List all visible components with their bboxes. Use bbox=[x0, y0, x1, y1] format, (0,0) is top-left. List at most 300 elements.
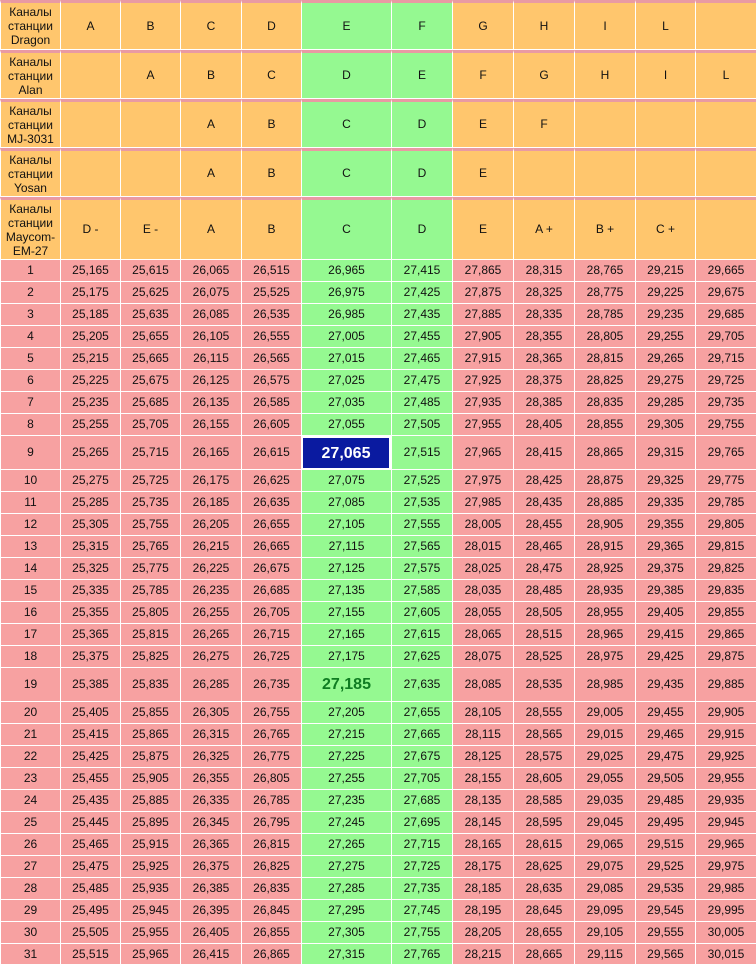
frequency-cell: 27,555 bbox=[391, 514, 452, 536]
frequency-cell: 25,615 bbox=[120, 260, 180, 282]
frequency-cell: 27,175 bbox=[301, 646, 391, 668]
frequency-cell: 26,805 bbox=[241, 768, 301, 790]
frequency-cell: 25,635 bbox=[120, 304, 180, 326]
frequency-cell: 28,975 bbox=[574, 646, 635, 668]
frequency-cell: 27,285 bbox=[301, 878, 391, 900]
frequency-cell: 28,055 bbox=[452, 602, 513, 624]
channel-number: 17 bbox=[0, 624, 60, 646]
frequency-cell: 27,505 bbox=[391, 414, 452, 436]
frequency-cell: 29,935 bbox=[695, 790, 756, 812]
frequency-cell: 26,205 bbox=[180, 514, 241, 536]
frequency-cell: 28,455 bbox=[513, 514, 574, 536]
frequency-cell: 28,075 bbox=[452, 646, 513, 668]
station-label: Каналы станции Alan bbox=[0, 50, 60, 99]
frequency-cell: 29,365 bbox=[635, 536, 695, 558]
frequency-cell: 26,575 bbox=[241, 370, 301, 392]
station-channel-letter: B bbox=[241, 197, 301, 260]
frequency-cell: 26,235 bbox=[180, 580, 241, 602]
frequency-cell: 29,535 bbox=[635, 878, 695, 900]
frequency-cell: 27,575 bbox=[391, 558, 452, 580]
frequency-cell: 27,565 bbox=[391, 536, 452, 558]
frequency-cell: 28,575 bbox=[513, 746, 574, 768]
station-channel-letter bbox=[120, 99, 180, 148]
frequency-cell: 29,785 bbox=[695, 492, 756, 514]
station-channel-letter: G bbox=[452, 0, 513, 50]
frequency-cell: 26,315 bbox=[180, 724, 241, 746]
station-channel-letter bbox=[695, 197, 756, 260]
frequency-cell: 25,725 bbox=[120, 470, 180, 492]
frequency-cell: 29,955 bbox=[695, 768, 756, 790]
station-channel-letter: E bbox=[391, 50, 452, 99]
frequency-cell: 29,735 bbox=[695, 392, 756, 414]
station-channel-letter bbox=[120, 148, 180, 197]
frequency-cell: 27,485 bbox=[391, 392, 452, 414]
station-channel-letter: F bbox=[513, 99, 574, 148]
frequency-cell: 25,925 bbox=[120, 856, 180, 878]
frequency-cell: 27,035 bbox=[301, 392, 391, 414]
frequency-cell: 25,765 bbox=[120, 536, 180, 558]
frequency-cell: 28,105 bbox=[452, 702, 513, 724]
frequency-cell: 28,115 bbox=[452, 724, 513, 746]
frequency-cell: 26,515 bbox=[241, 260, 301, 282]
frequency-cell: 29,315 bbox=[635, 436, 695, 470]
frequency-cell: 29,675 bbox=[695, 282, 756, 304]
frequency-cell: 28,005 bbox=[452, 514, 513, 536]
frequency-cell: 29,995 bbox=[695, 900, 756, 922]
frequency-cell: 25,475 bbox=[60, 856, 120, 878]
frequency-cell: 27,295 bbox=[301, 900, 391, 922]
station-channel-letter bbox=[695, 0, 756, 50]
station-channel-letter: D bbox=[301, 50, 391, 99]
frequency-cell: 25,185 bbox=[60, 304, 120, 326]
frequency-cell: 28,385 bbox=[513, 392, 574, 414]
frequency-cell: 28,855 bbox=[574, 414, 635, 436]
frequency-cell: 28,955 bbox=[574, 602, 635, 624]
frequency-cell: 27,615 bbox=[391, 624, 452, 646]
frequency-cell: 28,835 bbox=[574, 392, 635, 414]
frequency-cell: 29,435 bbox=[635, 668, 695, 702]
frequency-cell: 28,485 bbox=[513, 580, 574, 602]
frequency-cell: 29,915 bbox=[695, 724, 756, 746]
frequency-cell: 25,385 bbox=[60, 668, 120, 702]
frequency-cell: 28,415 bbox=[513, 436, 574, 470]
frequency-cell: 29,235 bbox=[635, 304, 695, 326]
frequency-cell: 28,405 bbox=[513, 414, 574, 436]
frequency-cell: 29,685 bbox=[695, 304, 756, 326]
frequency-cell: 26,335 bbox=[180, 790, 241, 812]
frequency-cell: 28,425 bbox=[513, 470, 574, 492]
channel-number: 16 bbox=[0, 602, 60, 624]
frequency-cell: 26,975 bbox=[301, 282, 391, 304]
station-channel-letter: B bbox=[120, 0, 180, 50]
frequency-cell: 27,745 bbox=[391, 900, 452, 922]
frequency-cell: 26,305 bbox=[180, 702, 241, 724]
station-label: Каналы станции Maycom-EM-27 bbox=[0, 197, 60, 260]
frequency-cell: 28,215 bbox=[452, 944, 513, 965]
frequency-cell: 26,065 bbox=[180, 260, 241, 282]
frequency-cell: 27,765 bbox=[391, 944, 452, 965]
frequency-cell: 25,905 bbox=[120, 768, 180, 790]
frequency-cell: 25,945 bbox=[120, 900, 180, 922]
frequency-cell: 27,905 bbox=[452, 326, 513, 348]
frequency-cell: 26,185 bbox=[180, 492, 241, 514]
frequency-cell: 27,235 bbox=[301, 790, 391, 812]
frequency-cell: 28,925 bbox=[574, 558, 635, 580]
station-channel-letter: C bbox=[301, 148, 391, 197]
frequency-cell: 25,205 bbox=[60, 326, 120, 348]
frequency-cell: 28,765 bbox=[574, 260, 635, 282]
frequency-cell: 28,865 bbox=[574, 436, 635, 470]
frequency-cell: 28,515 bbox=[513, 624, 574, 646]
frequency-cell: 27,885 bbox=[452, 304, 513, 326]
frequency-cell: 28,475 bbox=[513, 558, 574, 580]
frequency-cell: 28,585 bbox=[513, 790, 574, 812]
frequency-cell: 25,235 bbox=[60, 392, 120, 414]
frequency-cell: 29,715 bbox=[695, 348, 756, 370]
frequency-cell: 26,395 bbox=[180, 900, 241, 922]
frequency-cell: 25,505 bbox=[60, 922, 120, 944]
station-channel-letter bbox=[695, 148, 756, 197]
frequency-cell: 28,615 bbox=[513, 834, 574, 856]
frequency-cell: 26,385 bbox=[180, 878, 241, 900]
selected-frequency-cell[interactable]: 27,065 bbox=[301, 436, 391, 470]
frequency-cell: 26,835 bbox=[241, 878, 301, 900]
station-channel-letter bbox=[513, 148, 574, 197]
frequency-cell: 28,665 bbox=[513, 944, 574, 965]
frequency-cell: 28,915 bbox=[574, 536, 635, 558]
frequency-cell: 28,375 bbox=[513, 370, 574, 392]
channel-number: 11 bbox=[0, 492, 60, 514]
frequency-cell: 27,105 bbox=[301, 514, 391, 536]
frequency-cell: 29,565 bbox=[635, 944, 695, 965]
frequency-cell: 28,125 bbox=[452, 746, 513, 768]
frequency-cell: 27,275 bbox=[301, 856, 391, 878]
frequency-cell: 28,505 bbox=[513, 602, 574, 624]
frequency-cell: 27,665 bbox=[391, 724, 452, 746]
frequency-cell: 28,885 bbox=[574, 492, 635, 514]
station-channel-letter: E bbox=[452, 99, 513, 148]
frequency-cell: 27,535 bbox=[391, 492, 452, 514]
station-channel-letter: G bbox=[513, 50, 574, 99]
frequency-cell: 27,525 bbox=[391, 470, 452, 492]
frequency-cell: 27,635 bbox=[391, 668, 452, 702]
frequency-cell: 28,205 bbox=[452, 922, 513, 944]
frequency-cell: 28,315 bbox=[513, 260, 574, 282]
station-label: Каналы станции MJ-3031 bbox=[0, 99, 60, 148]
frequency-cell: 29,225 bbox=[635, 282, 695, 304]
frequency-cell: 25,685 bbox=[120, 392, 180, 414]
channel-number: 26 bbox=[0, 834, 60, 856]
frequency-cell: 29,665 bbox=[695, 260, 756, 282]
frequency-cell: 29,255 bbox=[635, 326, 695, 348]
frequency-cell: 28,825 bbox=[574, 370, 635, 392]
frequency-cell: 25,715 bbox=[120, 436, 180, 470]
frequency-cell: 29,515 bbox=[635, 834, 695, 856]
frequency-cell: 29,855 bbox=[695, 602, 756, 624]
frequency-cell: 29,525 bbox=[635, 856, 695, 878]
frequency-cell: 25,705 bbox=[120, 414, 180, 436]
frequency-cell: 28,535 bbox=[513, 668, 574, 702]
frequency-cell: 29,885 bbox=[695, 668, 756, 702]
frequency-cell: 27,475 bbox=[391, 370, 452, 392]
station-channel-letter bbox=[60, 148, 120, 197]
frequency-cell: 26,605 bbox=[241, 414, 301, 436]
channel-number: 22 bbox=[0, 746, 60, 768]
frequency-cell: 30,015 bbox=[695, 944, 756, 965]
frequency-cell: 26,625 bbox=[241, 470, 301, 492]
frequency-cell: 26,865 bbox=[241, 944, 301, 965]
station-channel-letter: B bbox=[241, 99, 301, 148]
frequency-cell: 26,105 bbox=[180, 326, 241, 348]
station-channel-letter: D - bbox=[60, 197, 120, 260]
frequency-cell: 25,315 bbox=[60, 536, 120, 558]
frequency-cell: 27,725 bbox=[391, 856, 452, 878]
frequency-cell: 26,825 bbox=[241, 856, 301, 878]
frequency-cell: 29,405 bbox=[635, 602, 695, 624]
frequency-cell: 28,185 bbox=[452, 878, 513, 900]
channel-number: 18 bbox=[0, 646, 60, 668]
frequency-cell: 26,685 bbox=[241, 580, 301, 602]
emphasized-frequency-cell: 27,185 bbox=[301, 668, 391, 702]
frequency-cell: 26,635 bbox=[241, 492, 301, 514]
frequency-cell: 26,345 bbox=[180, 812, 241, 834]
frequency-cell: 26,215 bbox=[180, 536, 241, 558]
frequency-cell: 25,305 bbox=[60, 514, 120, 536]
frequency-cell: 25,355 bbox=[60, 602, 120, 624]
station-channel-letter bbox=[60, 50, 120, 99]
station-channel-letter: A bbox=[180, 99, 241, 148]
frequency-cell: 26,615 bbox=[241, 436, 301, 470]
frequency-cell: 27,245 bbox=[301, 812, 391, 834]
station-channel-letter: F bbox=[452, 50, 513, 99]
frequency-cell: 28,775 bbox=[574, 282, 635, 304]
frequency-cell: 27,865 bbox=[452, 260, 513, 282]
frequency-cell: 29,085 bbox=[574, 878, 635, 900]
station-channel-letter: E bbox=[452, 148, 513, 197]
frequency-cell: 26,415 bbox=[180, 944, 241, 965]
frequency-cell: 26,705 bbox=[241, 602, 301, 624]
frequency-cell: 28,785 bbox=[574, 304, 635, 326]
frequency-cell: 29,825 bbox=[695, 558, 756, 580]
station-channel-letter: E bbox=[301, 0, 391, 50]
station-label: Каналы станции Dragon bbox=[0, 0, 60, 50]
frequency-cell: 26,725 bbox=[241, 646, 301, 668]
frequency-cell: 29,095 bbox=[574, 900, 635, 922]
station-channel-letter: D bbox=[241, 0, 301, 50]
station-channel-letter: B bbox=[180, 50, 241, 99]
frequency-cell: 29,545 bbox=[635, 900, 695, 922]
station-channel-letter: B + bbox=[574, 197, 635, 260]
frequency-cell: 28,805 bbox=[574, 326, 635, 348]
channel-number: 24 bbox=[0, 790, 60, 812]
frequency-cell: 27,975 bbox=[452, 470, 513, 492]
frequency-cell: 27,955 bbox=[452, 414, 513, 436]
frequency-cell: 25,415 bbox=[60, 724, 120, 746]
frequency-cell: 25,365 bbox=[60, 624, 120, 646]
frequency-cell: 29,465 bbox=[635, 724, 695, 746]
frequency-cell: 25,435 bbox=[60, 790, 120, 812]
frequency-cell: 25,495 bbox=[60, 900, 120, 922]
frequency-cell: 28,165 bbox=[452, 834, 513, 856]
frequency-cell: 26,285 bbox=[180, 668, 241, 702]
frequency-cell: 25,515 bbox=[60, 944, 120, 965]
frequency-cell: 29,475 bbox=[635, 746, 695, 768]
station-channel-letter: A bbox=[120, 50, 180, 99]
station-channel-letter: I bbox=[574, 0, 635, 50]
station-channel-letter: C bbox=[301, 99, 391, 148]
frequency-cell: 25,215 bbox=[60, 348, 120, 370]
frequency-cell: 25,675 bbox=[120, 370, 180, 392]
frequency-cell: 27,015 bbox=[301, 348, 391, 370]
frequency-cell: 29,075 bbox=[574, 856, 635, 878]
frequency-cell: 27,915 bbox=[452, 348, 513, 370]
frequency-cell: 25,445 bbox=[60, 812, 120, 834]
station-channel-letter: C + bbox=[635, 197, 695, 260]
frequency-cell: 26,785 bbox=[241, 790, 301, 812]
frequency-cell: 25,855 bbox=[120, 702, 180, 724]
frequency-cell: 26,795 bbox=[241, 812, 301, 834]
frequency-cell: 27,985 bbox=[452, 492, 513, 514]
station-channel-letter: A bbox=[60, 0, 120, 50]
frequency-cell: 25,175 bbox=[60, 282, 120, 304]
frequency-cell: 29,815 bbox=[695, 536, 756, 558]
frequency-cell: 26,115 bbox=[180, 348, 241, 370]
frequency-cell: 25,935 bbox=[120, 878, 180, 900]
frequency-cell: 26,765 bbox=[241, 724, 301, 746]
station-channel-letter: I bbox=[635, 50, 695, 99]
channel-number: 14 bbox=[0, 558, 60, 580]
station-channel-letter bbox=[574, 148, 635, 197]
frequency-cell: 28,905 bbox=[574, 514, 635, 536]
frequency-cell: 26,365 bbox=[180, 834, 241, 856]
frequency-cell: 28,465 bbox=[513, 536, 574, 558]
channel-number: 3 bbox=[0, 304, 60, 326]
frequency-cell: 26,155 bbox=[180, 414, 241, 436]
frequency-cell: 29,025 bbox=[574, 746, 635, 768]
frequency-cell: 27,415 bbox=[391, 260, 452, 282]
frequency-cell: 28,355 bbox=[513, 326, 574, 348]
channel-number: 28 bbox=[0, 878, 60, 900]
frequency-cell: 29,775 bbox=[695, 470, 756, 492]
frequency-cell: 29,865 bbox=[695, 624, 756, 646]
channel-number: 6 bbox=[0, 370, 60, 392]
frequency-cell: 25,405 bbox=[60, 702, 120, 724]
frequency-cell: 28,025 bbox=[452, 558, 513, 580]
frequency-cell: 28,525 bbox=[513, 646, 574, 668]
frequency-cell: 28,035 bbox=[452, 580, 513, 602]
frequency-cell: 27,255 bbox=[301, 768, 391, 790]
frequency-cell: 29,945 bbox=[695, 812, 756, 834]
station-label: Каналы станции Yosan bbox=[0, 148, 60, 197]
frequency-cell: 27,715 bbox=[391, 834, 452, 856]
frequency-cell: 28,625 bbox=[513, 856, 574, 878]
station-channel-letter: H bbox=[574, 50, 635, 99]
frequency-cell: 28,135 bbox=[452, 790, 513, 812]
frequency-cell: 27,935 bbox=[452, 392, 513, 414]
frequency-cell: 26,675 bbox=[241, 558, 301, 580]
frequency-cell: 27,075 bbox=[301, 470, 391, 492]
frequency-cell: 28,335 bbox=[513, 304, 574, 326]
channel-number: 23 bbox=[0, 768, 60, 790]
frequency-cell: 26,755 bbox=[241, 702, 301, 724]
frequency-cell: 27,515 bbox=[391, 436, 452, 470]
station-channel-letter: F bbox=[391, 0, 452, 50]
frequency-cell: 28,145 bbox=[452, 812, 513, 834]
station-channel-letter bbox=[574, 99, 635, 148]
station-channel-letter: E - bbox=[120, 197, 180, 260]
frequency-cell: 29,385 bbox=[635, 580, 695, 602]
frequency-cell: 29,965 bbox=[695, 834, 756, 856]
frequency-cell: 27,695 bbox=[391, 812, 452, 834]
frequency-cell: 29,335 bbox=[635, 492, 695, 514]
frequency-cell: 27,155 bbox=[301, 602, 391, 624]
frequency-cell: 29,725 bbox=[695, 370, 756, 392]
frequency-cell: 29,495 bbox=[635, 812, 695, 834]
frequency-cell: 26,665 bbox=[241, 536, 301, 558]
station-channel-letter: L bbox=[635, 0, 695, 50]
frequency-cell: 27,685 bbox=[391, 790, 452, 812]
frequency-cell: 29,505 bbox=[635, 768, 695, 790]
frequency-cell: 26,815 bbox=[241, 834, 301, 856]
station-channel-letter bbox=[635, 99, 695, 148]
frequency-cell: 26,535 bbox=[241, 304, 301, 326]
station-channel-letter: A bbox=[180, 197, 241, 260]
frequency-cell: 26,965 bbox=[301, 260, 391, 282]
frequency-cell: 28,565 bbox=[513, 724, 574, 746]
frequency-cell: 27,115 bbox=[301, 536, 391, 558]
channel-number: 12 bbox=[0, 514, 60, 536]
frequency-cell: 29,015 bbox=[574, 724, 635, 746]
frequency-cell: 29,985 bbox=[695, 878, 756, 900]
frequency-cell: 26,085 bbox=[180, 304, 241, 326]
frequency-cell: 28,155 bbox=[452, 768, 513, 790]
frequency-cell: 25,885 bbox=[120, 790, 180, 812]
frequency-cell: 29,035 bbox=[574, 790, 635, 812]
frequency-cell: 28,645 bbox=[513, 900, 574, 922]
station-channel-letter: D bbox=[391, 197, 452, 260]
frequency-cell: 28,555 bbox=[513, 702, 574, 724]
frequency-cell: 25,455 bbox=[60, 768, 120, 790]
frequency-cell: 25,835 bbox=[120, 668, 180, 702]
channel-number: 25 bbox=[0, 812, 60, 834]
frequency-cell: 29,045 bbox=[574, 812, 635, 834]
frequency-cell: 29,765 bbox=[695, 436, 756, 470]
station-channel-letter: A bbox=[180, 148, 241, 197]
frequency-cell: 27,455 bbox=[391, 326, 452, 348]
frequency-cell: 28,435 bbox=[513, 492, 574, 514]
frequency-cell: 25,655 bbox=[120, 326, 180, 348]
frequency-cell: 29,455 bbox=[635, 702, 695, 724]
frequency-cell: 29,975 bbox=[695, 856, 756, 878]
frequency-cell: 26,075 bbox=[180, 282, 241, 304]
frequency-cell: 25,425 bbox=[60, 746, 120, 768]
station-channel-letter bbox=[695, 99, 756, 148]
frequency-cell: 26,735 bbox=[241, 668, 301, 702]
frequency-cell: 28,085 bbox=[452, 668, 513, 702]
frequency-cell: 25,255 bbox=[60, 414, 120, 436]
frequency-cell: 25,485 bbox=[60, 878, 120, 900]
frequency-cell: 27,465 bbox=[391, 348, 452, 370]
frequency-cell: 25,825 bbox=[120, 646, 180, 668]
frequency-cell: 29,705 bbox=[695, 326, 756, 348]
frequency-cell: 27,005 bbox=[301, 326, 391, 348]
frequency-cell: 28,655 bbox=[513, 922, 574, 944]
channel-number: 20 bbox=[0, 702, 60, 724]
frequency-cell: 29,055 bbox=[574, 768, 635, 790]
frequency-cell: 29,875 bbox=[695, 646, 756, 668]
frequency-cell: 27,265 bbox=[301, 834, 391, 856]
frequency-cell: 27,225 bbox=[301, 746, 391, 768]
